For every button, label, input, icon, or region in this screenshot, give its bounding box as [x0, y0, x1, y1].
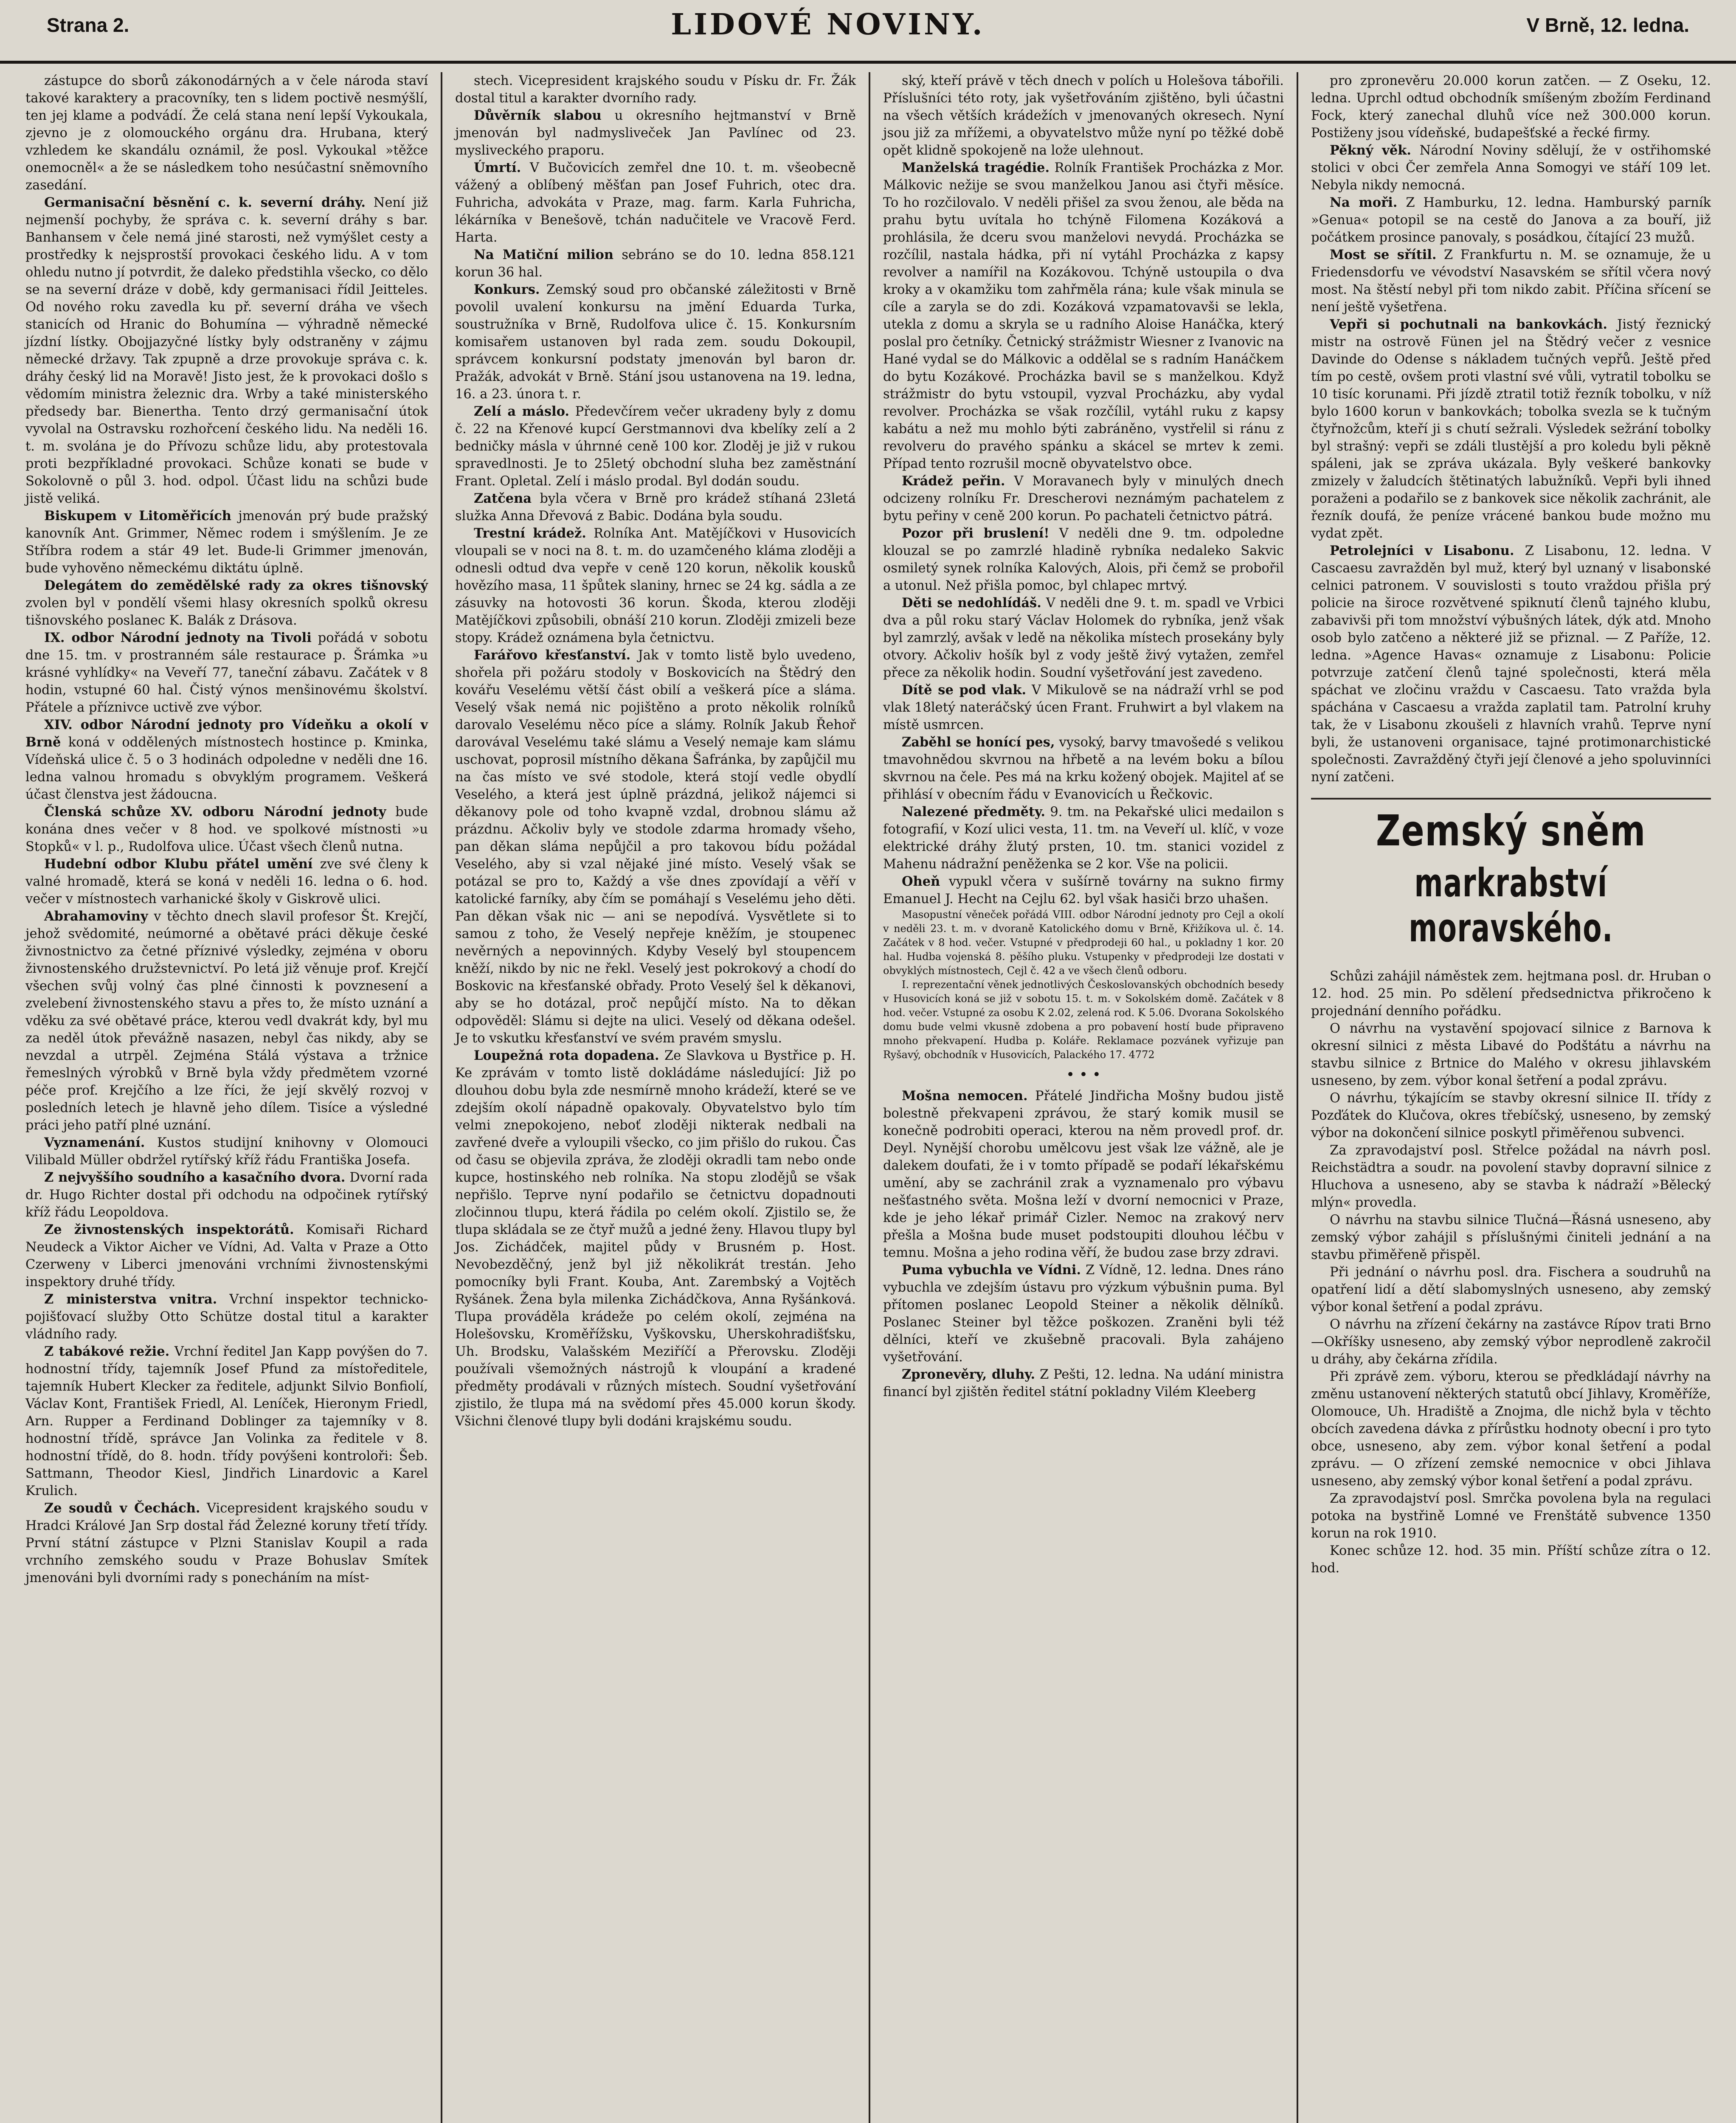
article-paragraph: [883, 873, 1284, 908]
article-paragraph: [25, 629, 428, 716]
article-paragraph: [883, 72, 1284, 159]
article-text: Za zpravodajství posl. Smrčka povolena byla na regulaci potoka na bystřině Lomné ve Frenštátě subvence 1350 korun na rok 1910.: [1311, 1491, 1711, 1541]
section-divider: [1311, 798, 1711, 800]
article-text: V neděli dne 9. tm. odpoledne klouzal se po zamrzlé hladině rybníka nedaleko Sakvic osmiletý synek rolníka Kalových, Alois, při čemž se probořil a utonul. Než přišla pomoc, byl chlapec mrtvý.: [883, 526, 1284, 593]
article-heading: Vyznamenání.: [44, 1135, 145, 1150]
article-heading: Ze živnostenských inspektorátů.: [44, 1222, 294, 1237]
article-paragraph: [883, 594, 1284, 681]
article-paragraph: [1311, 246, 1711, 316]
article-paragraph: [1311, 1020, 1711, 1090]
article-text: Dvorní rada dr. Hugo Richter dostal při odchodu na odpočinek rytířský kříž řádu Leopoldova.: [25, 1170, 428, 1220]
article-text: u okresního hejtmanství v Brně jmenován byl nadmysliveček Jan Pavlínec od 23. mysliveckého praporu.: [455, 108, 856, 158]
article-paragraph: [25, 577, 428, 629]
article-text: V Bučovicích zemřel dne 10. t. m. všeobecně vážený a oblíbený měšťan pan Josef Fuhrich, otec dra. Fuhricha, advokáta v Praze, mag. farm. Karla Fuhricha, lékárníka v Benešově, tchán nadučitele ve Vracově Ferd. Harta.: [455, 160, 856, 245]
article-text: O návrhu na zřízení čekárny na zastávce Rípov trati Brno—Okříšky usneseno, aby zemský výbor neprodleně zakročil u dráhy, aby čekárna zřídila.: [1311, 1317, 1711, 1367]
article-paragraph: [883, 681, 1284, 734]
article-text: O návrhu, týkajícím se stavby okresní silnice II. třídy z Pozďátek do Klučova, okres třebíčský, usneseno, by zemský výbor na dokončení silnice poskytl přiměřenou subvenci.: [1311, 1091, 1711, 1140]
article-heading: Abrahamoviny: [44, 909, 148, 924]
article-paragraph: [455, 107, 856, 159]
page-header: [0, 0, 1736, 64]
article-text: Z Vídně, 12. ledna. Dnes ráno vybuchla ve zdejším ústavu pro výzkum výbušnin puma. Byl přítomen poslanec Leopold Steiner a několik dělníků. Poslanec Steiner byl těžce poškozen. Zraněni byli též dělníci, kteří ve zkušebně pracovali. Byla zahájeno vyšetřování.: [883, 1263, 1284, 1365]
article-heading: Most se sřítil.: [1330, 247, 1437, 262]
article-heading: Germanisační běsnění c. k. severní dráhy.: [44, 195, 366, 210]
article-heading: Na Matiční milion: [474, 247, 614, 262]
article-text: Kustos studijní knihovny v Olomouci Vilibald Müller obdržel rytířský kříž řádu Františka Josefa.: [25, 1135, 428, 1168]
article-text: vypukl včera v sušírně továrny na sukno firmy Emanuel J. Hecht na Cejlu 62. byl však hasiči brzo uhašen.: [883, 874, 1284, 907]
article-heading: Biskupem v Litoměřicích: [44, 508, 231, 524]
article-heading: Vepři si pochutnali na bankovkách.: [1330, 317, 1608, 332]
article-paragraph: [1311, 194, 1711, 246]
article-heading: Z tabákové režie.: [44, 1344, 170, 1359]
article-heading: Petrolejníci v Lisabonu.: [1330, 543, 1514, 558]
article-paragraph: [1311, 968, 1711, 1020]
article-text: Rolníka Ant. Matějíčkovi v Husovicích vloupali se v noci na 8. t. m. do uzamčeného kláma zloději a odnesli odtud dva vepře v ceně 120 korun, několik kousků hovězího masa, 11 špůtek slaniny, hrnec se 24 kg. sádla a ze zásuvky na hotovosti 36 korun. Škoda, kterou zloději Matějíčkovi způsobili, obnáší 210 korun. Zloději zmizeli beze stopy. Krádež oznámena byla četnictvu.: [455, 526, 856, 645]
article-paragraph: [1311, 1211, 1711, 1264]
article-text: vysoký, barvy tmavošedé s velikou tmavohnědou skvrnou na hřbetě a na levém boku a bílou skvrnou na čele. Pes má na krku kožený obojek. Majitel ať se přihlásí v obecním řádu v Evanovicích u Řečkovic.: [883, 735, 1284, 802]
article-paragraph: [883, 1366, 1284, 1401]
article-text: Jistý řeznický mistr na ostrově Fünen jel na Štědrý večer z vesnice Davinde do Odense s nákladem tučných vepřů. Ještě před tím po cestě, ovšem proti vlastní své vůli, vytratil tobolku se 10 tisíc korunami. Při jízdě ztratil totiž řezník tobolku, v níž bylo 1600 korun v bankovkách; tobolka svezla se k tučným čtyřnožcům, kteří ji s chutí sežrali. Výsledek sežrání tobolky byl strašný: vepři se zdáli tlustější a pro koledu byli pěkně spáleni, jak se zpráva ukázala. Byly veškeré bankovky zmizely v žaludcích štětinatých labužníků. Vepři byli ihned poraženi a podařilo se z bankovek sice několik zachránit, ale řezník doufá, že peníze vrácené bankou bude možno mu vydat zpět.: [1311, 317, 1711, 541]
article-paragraph: [25, 194, 428, 507]
article-heading: Zelí a máslo.: [474, 404, 570, 419]
article-text: O návrhu na vystavění spojovací silnice z Barnova k okresní silnici z města Libavé do Podštátu a návrhu na stavbu silnice z Brtnice do Malého v okresu jihlavském usneseno, by zem. výbor konal šetření a podal zprávu.: [1311, 1021, 1711, 1088]
column-1: [13, 72, 441, 2123]
article-text: sebráno se do 10. ledna 858.121 korun 36 hal.: [455, 248, 856, 280]
article-text: V Mikulově se na nádraží vrhl se pod vlak 18letý nateráčský úcen Frant. Fruhwirt a byl vlakem na místě usmrcen.: [883, 683, 1284, 732]
article-heading: Z ministerstva vnitra.: [44, 1292, 217, 1307]
section-subtitle: markrabství moravského.: [1409, 860, 1613, 951]
article-paragraph: [883, 473, 1284, 525]
article-text: koná v oddělených místnostech hostince p. Kminka, Vídeňská ulice č. 5 o 3 hodinách odpoledne v neděli dne 16. ledna valnou hromadu s obvyklým programem. Veškerá účast členstva jest žádoucna.: [25, 735, 428, 802]
article-text: zástupce do sborů zákonodárných a v čele národa staví takové karaktery a pracovníky, ten s lidem poctivě nesmýšlí, ten jej klame a podvádí. Že celá stana není lepší Vykoukala, zjevno je z olomouckého orgánu dra. Hrubana, který vzhledem ke skandálu oznámil, že posl. Vykoukal »těžce onemocněl« a že se následkem toho nesúčastní sněmovního zasedání.: [25, 73, 428, 193]
article-text: Při zprávě zem. výboru, kterou se předkládají návrhy na změnu ustanovení některých statutů obcí Jihlavy, Kroměříže, Olomouce, Uh. Hradiště a Znojma, dle nichž byla v těchto obcích zavedena dávka z přírůstku hodnoty obecní i pro tyto obce, usneseno, aby zem. výbor konal šetření a podal zprávu. — O zřízení zemské nemocnice v obci Jihlava usneseno, aby zemský výbor konal šetření a podal zprávu.: [1311, 1369, 1711, 1489]
article-text: Vrchní ředitel Jan Kapp povýšen do 7. hodnostní třídy, tajemník Josef Pfund za místoředitele, tajemník Hubert Klecker za ředitele, adjunkt Silvio Bonfiolí, Václav Kont, František Friedl, Al. Leníček, Hieronym Friedl, Arn. Rupper a Ferdinand Doblinger za tajemníky v 8. hodnostní třídě, správce Jan Volinka za ředitele v 8. hodnostní třídě, do 8. hodn. třídy povýšeni kontroloři: Šeb. Sattmann, Theodor Kiesl, Jindřich Linardovic a Karel Krulich.: [25, 1344, 428, 1498]
article-text: Z Frankfurtu n. M. se oznamuje, že u Friedensdorfu ve vévodství Nasavském se sřítil včera nový most. Na štěstí nebyl při tom nikdo zabit. Příčina sřícení se není ještě vyšetřena.: [1311, 248, 1711, 315]
article-text: Z Pešti, 12. ledna. Na udání ministra financí byl zjištěn ředitel státní pokladny Vilém Kleeberg: [883, 1367, 1284, 1399]
article-heading: IX. odbor Národní jednoty na Tivoli: [44, 630, 312, 645]
article-paragraph: [883, 525, 1284, 594]
article-heading: Trestní krádež.: [474, 526, 586, 541]
article-heading: Hudební odbor Klubu přátel umění: [44, 856, 313, 872]
article-heading: Na moři.: [1330, 195, 1398, 210]
article-heading: Konkurs.: [474, 282, 540, 297]
article-heading: Důvěrník slabou: [474, 108, 602, 123]
article-paragraph: [1311, 1490, 1711, 1542]
column-4: [1297, 72, 1724, 2123]
article-paragraph: [1311, 1264, 1711, 1316]
article-paragraph: [25, 1221, 428, 1291]
article-heading: Pozor při bruslení!: [902, 526, 1049, 541]
section-title: Zemský sněm: [1376, 806, 1646, 856]
article-paragraph: [883, 908, 1284, 978]
article-text: pořádá v sobotu dne 15. tm. v prostranném sále restaurace p. Šrámka »u krásné vyhlídky« na Veveří 77, taneční zábavu. Začátek v 8 hodin, vstupné 60 hal. Čistý výnos menšinovému školství. Přátele a příznivce uctivě zve výbor.: [25, 631, 428, 715]
article-text: Není již nejmenší pochyby, že správa c. k. severní dráhy s bar. Banhansem v čele nemá jiné starosti, než vymýšlet cesty a prostředky k nejsprostší provokaci českého lidu. A v tom ohledu nutno jí potvrdit, že daleko předstihla všecko, co dělo se na severní dráze v době, kdy germanisaci řídil Jeitteles. Od nového roku zavedla ku př. severní dráha ve všech stanicích od Hranic do Bohumína — výhradně německé jízdní lístky. Obojjazyčné lístky byly odstraněny v zájmu německé državy. Tak zpupně a drze provokuje správa c. k. dráhy český lid na Moravě! Jisto jest, že k provokaci došlo s vědomím ministra železnic dra. Wrby a také ministerského předsedy bar. Bienertha. Tento drzý germanisační útok vyvolal na Ostravsku rozhořcení českého lidu. Na neděli 16. t. m. svolána je do Přívozu schůze lidu, aby protestovala proti bezpříkladné provokaci. Schůze konati se bude v Sokolovně o půl 3. hod. odpol. Účast lidu na schůzi bude jistě veliká.: [25, 195, 428, 506]
article-paragraph: [25, 1134, 428, 1169]
article-text: pro zpronevěru 20.000 korun zatčen. — Z Oseku, 12. ledna. Uprchl odtud obchodník smíšeným zbožím Ferdinand Fock, který zanechal dluhů více než 300.000 korun. Postiženy jsou vídeňské, budapešťské a řecké firmy.: [1311, 73, 1711, 141]
article-text: Zemský soud pro občanské záležitosti v Brně povolil uvalení konkursu na jmění Eduarda Turka, soustružníka v Brně, Rudolfova ulice č. 15. Konkursním komisařem ustanoven byl rada zem. soudu Dokoupil, správcem konkursní podstaty jmenován byl baron dr. Pražák, advokát v Brně. Stání jsou ustanovena na 19. ledna, 16. a 23. února t. r.: [455, 282, 856, 402]
article-paragraph: [883, 978, 1284, 1062]
article-text: Vrchní inspektor technicko-pojišťovací služby Otto Schütze dostal titul a karakter vládního rady.: [25, 1292, 428, 1342]
ornament-stars: • • •: [1066, 1066, 1101, 1083]
article-heading: Puma vybuchla ve Vídni.: [902, 1262, 1081, 1278]
article-heading: Oheň: [902, 874, 940, 889]
article-paragraph: [455, 525, 856, 647]
article-paragraph: [883, 803, 1284, 873]
article-text: jmenován prý bude pražský kanovník Ant. Grimmer, Němec rodem i smýšlením. Je ze Stříbra rodem a stár 49 let. Bude-li Grimmer jmenován, bude vyhověno německému diktátu úplně.: [25, 509, 428, 576]
article-paragraph: [883, 1087, 1284, 1261]
article-paragraph: [455, 72, 856, 107]
article-heading: Děti se nedohlídáš.: [902, 595, 1041, 611]
article-text: Masopustní věneček pořádá VIII. odbor Národní jednoty pro Cejl a okolí v neděli 23. t. m. v dvoraně Katolického domu v Brně, Křižíkova ul. č. 14. Začátek v 8 hod. večer. Vstupné v předprodeji 60 hal., u pokladny 1 kor. 20 hal. Hudba vojenská 8. pěšího pluku. Vstupenky v předprodeji lze dostati v obvyklých místnostech, Cejl č. 42 a ve všech členů odboru.: [883, 909, 1284, 977]
article-paragraph: [455, 490, 856, 525]
date-label: V Brně, 12. ledna.: [1526, 14, 1689, 36]
article-heading: Nalezené předměty.: [902, 804, 1045, 819]
article-heading: Loupežná rota dopadena.: [474, 1048, 659, 1063]
article-heading: Členská schůze XV. odboru Národní jednoty: [44, 804, 386, 819]
article-text: Vicepresident krajského soudu v Hradci Králové Jan Srp dostal řád Železné koruny třetí třídy. První státní zástupce v Plzni Stanislav Koupil a rada vrchního zemského soudu v Praze Bohuslav Smítek jmenováni byli dvorními rady s ponecháním na míst-: [25, 1501, 428, 1585]
article-text: v těchto dnech slavil profesor Št. Krejčí, jehož svědomité, neúmorné a obětavé práci děkuje české živnostnictvo za četné příznivé výsledky, zejména v oboru živnostenského družstevnictví. Po letá již věnuje prof. Krejčí všechen svůj volný čas plné činnosti k povznesení a zvelebení živnostenského stavu a přes to, že místo uznání a vděku za své obětavé práce, kterou vedl dvakrát kdy, byl mu za neděl útok převážně nasazen, nebyl čas nikdy, aby se nevzdal a utrpěl. Zejména Stálá výstava a tržnice řemeslných výrobků v Brně byla vždy předmětem vzorné péče prof. Krejčího a lze říci, že její skvělý rozvoj v posledních letech je hlavně jeho dílem. Tisíce a výsledné práci jeho patří plné uznání.: [25, 909, 428, 1133]
article-heading: Manželská tragédie.: [902, 160, 1050, 175]
article-heading: Krádež peřin.: [902, 473, 1005, 489]
article-heading: Z nejvyššího soudního a kasačního dvora.: [44, 1170, 346, 1185]
article-text: byla včera v Brně pro krádež stíhaná 23letá služka Anna Dřevová z Babic. Dodána byla soudu.: [455, 491, 856, 524]
article-paragraph: [1311, 542, 1711, 786]
article-text: Při jednání o návrhu posl. dra. Fischera a soudruhů na opatření lidí a dětí slabomyslných usneseno, aby zemský výbor konal šetření a podal zprávu.: [1311, 1265, 1711, 1315]
article-paragraph: [25, 1500, 428, 1587]
article-heading: Úmrtí.: [474, 160, 521, 175]
article-text: V Moravanech byly v minulých dnech odcizeny rolníku Fr. Drescherovi neznámým pachatelem z bytu peřiny v ceně 200 korun. Po pachateli četnictvo pátrá.: [883, 474, 1284, 524]
column-2: [441, 72, 869, 2123]
article-text: zve své členy k valné hromadě, která se koná v neděli 16. ledna o 6. hod. večer v místnostech varhanické školy v Giskrově ulici.: [25, 857, 428, 907]
article-text: Jak v tomto listě bylo uvedeno, shořela při požáru stodoly v Boskovicích na Štědrý den kovářu Veselému větší část obilí a veškerá píce a sláma. Veselý však nemá nic pojištěno a proto několik rolníků darovalo Veselému něco píce a slámy. Rolník Jakub Řehoř darovával Veselému také slámu a Veselý nemaje kam slámu uschovat, poprosil místního děkana Šafránka, by zapůjčil mu na čas místo ve své stodole, která stojí vedle obydlí Veselého, a která jest úplně prázdná, jelikož nájemci si děkanovy pole od toho kvapně vzdal, drobnou slámu až prázdnu. Ačkoliv byly ve stodole zdarma hromady všeho, pan děkan sláma nepůjčil a pro takovou bídu požádal Veselého, aby si vzal nějaké jiné místo. Veselý však se potázal se pro to, Každý a vše dnes zpovídají a věří v katolické farníky, aby čím se pomáhají s Veselému jeho děti. Pan děkan však nic — ani se nepodívá. Vysvětlete si to samou z toho, že Veselý nepřeje kněžím, je stoupenec nevěrných a nepovinných. Kdyby Veselý byl stoupencem kněží, nikdo by nic ne řekl. Veselý jest pokrokový a chodí do Boskovic na křesťanské obřady. Proto Veselý šel k děkanovi, aby se ho dotázal, proč nepůjčí místo. Na to děkan odpověděl: Slámu si dejte na ulici. Veselý od děkana odešel. Je to vskutku křesťanství ve svém pravém smyslu.: [455, 648, 856, 1046]
article-paragraph: [1311, 1316, 1711, 1368]
article-paragraph: [25, 908, 428, 1134]
article-heading: XIV. odbor Národní jednoty pro Vídeňku a okolí v Brně: [25, 717, 428, 750]
article-heading: Mošna nemocen.: [902, 1088, 1028, 1104]
article-text: O návrhu na stavbu silnice Tlučná—Řásná usneseno, aby zemský výbor zahájil s příslušnými činiteli jednání a na stavbu přiměřeně přispěl.: [1311, 1213, 1711, 1262]
page-number-label: Strana 2.: [47, 14, 129, 36]
columns-container: [13, 72, 1724, 2123]
article-paragraph: [25, 803, 428, 856]
article-paragraph: [25, 1291, 428, 1343]
article-paragraph: [455, 1047, 856, 1430]
article-text: zvolen byl v pondělí všemi hlasy okresních spolků okresu tišnovského poslanec K. Balák z Drásova.: [25, 596, 428, 628]
article-paragraph: [1311, 1142, 1711, 1211]
article-text: Za zpravodajství posl. Střelce požádal na návrh posl. Reichstädtra a soudr. na povolení stavby dopravní silnice z Hluchova a usneseno, aby se stavba k nádraží »Bělecký mlýn« provedla.: [1311, 1143, 1711, 1210]
article-text: Přátelé Jindřicha Mošny budou jistě bolestně překvapeni zprávou, že starý komik musil se konečně podrobiti operaci, kterou na něm provedl prof. dr. Deyl. Nynější chorobu umělcovu jest však lze vážně, ale je dalekem doufati, že i v tomto případě se podaří lékařskému umění, aby se zachránil zrak a vyznamenalo pro výbavu nešťastného světa. Mošna leží v dvorní nemocnici v Praze, kde je jeho lékař primář Cizler. Nemoc na zrakový nerv přešla a Mošna bude muset podstoupiti dlouhou léčbu v temnu. Mošna a jeho rodina věří, že budou zase brzy zdravi.: [883, 1089, 1284, 1260]
article-paragraph: [1311, 1090, 1711, 1142]
article-text: Národní Noviny sdělují, že v ostřihomské stolici v obci Čer zemřela Anna Somogyi ve stáří 109 let. Nebyla nikdy nemocná.: [1311, 143, 1711, 193]
article-text: V neděli dne 9. t. m. spadl ve Vrbici dva a půl roku starý Václav Holomek do rybníka, jenž však byl zamrzlý, avšak v ledě na několika místech prosekány byly otvory. Ačkoliv hošík byl z vody ještě živý vytažen, zemřel přece za několik hodin. Soudní vyšetřování jest zavedeno.: [883, 596, 1284, 680]
article-heading: Dítě se pod vlak.: [902, 682, 1027, 698]
article-text: Z Hamburku, 12. ledna. Hamburský parník »Genua« potopil se na cestě do Janova a za bouří, již počátkem prosince panovaly, s posádkou, čítající 23 mužů.: [1311, 195, 1711, 245]
article-paragraph: [25, 856, 428, 908]
article-text: Předevčírem večer ukradeny byly z domu č. 22 na Křenové kupcí Gerstmannovi dva kbelíky zelí a 2 bedničky másla v úhrnné ceně 100 kor. Zloděj je již v rukou spravedlnosti. Je to 25letý obchodní sluha bez zaměstnání Frant. Opletal. Zelí i máslo prodal. Byl dodán soudu.: [455, 404, 856, 489]
article-text: Rolník František Procházka z Mor. Málkovic nežije se svou manželkou Janou asi čtyři měsíce. To ho rozčilovalo. V neděli přišel za svou ženou, ale běda na prahu bytu uvítala ho tchýně Filomena Kozáková a prohlásila, že dceru svou manželovi nevydá. Procházka se rozčílil, nastala hádka, při ní vytáhl Procházka z kapsy revolver a namířil na Kozákovou. Tchýně ustoupila o dva kroky a v okamžiku tom zahřměla rána; kule však minula se cíle a zaryla se do zdi. Kozáková vzpamatovavši se lekla, utekla z domu a skryla se u radního Aloise Hanáčka, který poslal pro četníky. Četnický strážmistr Wiesner z Ivanovic na Hané vydal se do Málkovic a oddělal se s radním Hanáčkem do bytu Kozákové. Procházka bavil se s manželkou. Když strážmistr do bytu vstoupil, vyzval Procházku, aby vydal revolver. Procházka se však rozčílil, vytáhl ruku z kapsy kabátu a než mu mohlo býti zabráněno, vystřelil si ránu z revolveru do pravého spánku a skácel se mrtev k zemi. Případ tento rozrušil mocně obyvatelstvo obce.: [883, 160, 1284, 471]
article-paragraph: [455, 159, 856, 246]
article-text: Konec schůze 12. hod. 35 min. Příští schůze zítra o 12. hod.: [1311, 1543, 1711, 1576]
article-text: bude konána dnes večer v 8 hod. ve spolkové místnosti »u Stopků« v l. p., Rudolfova ulice. Účast všech členů nutna.: [25, 805, 428, 854]
article-paragraph: [25, 507, 428, 577]
article-paragraph: [883, 1261, 1284, 1366]
article-paragraph: [25, 72, 428, 194]
article-paragraph: [883, 159, 1284, 473]
article-paragraph: [25, 1343, 428, 1500]
article-text: I. reprezentační věnek jednotlivých Českoslovanských obchodních besedy v Husovicích koná se již v sobotu 15. t. m. v Sokolském domě. Začátek v 8 hod. večer. Vstupné za osobu K 2.02, zelená rod. K 5.06. Dvorana Sokolského domu bude velmi vkusně zdobena a pro pobavení hostí bude připraveno mnoho překvapení. Hudba p. Koláře. Reklamace pozvánek vyřizuje pan Ryšavý, obchodník v Husovicích, Palackého 17. 4772: [883, 979, 1284, 1061]
article-heading: Delegátem do zemědělské rady za okres tišnovský: [44, 578, 428, 593]
article-paragraph: [455, 647, 856, 1047]
article-heading: Ze soudů v Čechách.: [44, 1501, 200, 1516]
article-heading: Zpronevěry, dluhy.: [902, 1367, 1035, 1382]
article-paragraph: [455, 246, 856, 281]
article-paragraph: [1311, 316, 1711, 542]
article-text: Ze Slavkova u Bystřice p. H. Ke zprávám v tomto listě dokládáme následující: Již po dlouhou dobu byla zde nesmírně mnoho krádeží, které se ve zdejším okolí nápadně opakovaly. Obyvatelstvo bylo tím velmi znepokojeno, neboť zloději nikterak nedbali na zavřené dveře a vyloupili všecko, co jim přišlo do rukou. Čas od času se objevila zpráva, že zloději okradli tam nebo onde kupce, hostinského neb rolníka. Na stopu zlodějů se však nepřišlo. Teprve nyní podařilo se četnictvu dopadnouti zločinnou tlupu, která řádila po celém okolí. Zjistilo se, že tlupa skládala se ze čtyř mužů a jedné ženy. Hlavou tlupy byl Jos. Zichádček, majitel půdy v Brusném p. Host. Nevobezděčný, jenž byl již několikrát trestán. Jeho pomocníky byli Frant. Kouba, Ant. Zarembský a Vojtěch Ryšánek. Žena byla milenka Zichádčkova, Anna Ryšánková. Tlupa prováděla krádeže po celém okolí, zejména na Holešovsku, Kroměřížsku, Vyškovsku, Uherskohradišťsku, Uh. Brodsku, Valašském Meziříčí a Přerovsku. Zloději používali všemožných nástrojů k vloupání a kradené předměty prodávali v různých místech. Soudní vyšetřování zjistilo, že tlupa má na svědomí přes 45.000 korun škody. Všichni členové tlupy byli dodáni krajskému soudu.: [455, 1048, 856, 1429]
article-paragraph: [1311, 142, 1711, 194]
article-paragraph: [455, 281, 856, 403]
article-text: Schůzi zahájil náměstek zem. hejtmana posl. dr. Hruban o 12. hod. 25 min. Po sdělení předsednictva přikročeno k projednání denního pořádku.: [1311, 969, 1711, 1019]
column-3: [869, 72, 1297, 2123]
article-paragraph: [25, 1169, 428, 1221]
article-heading: Pěkný věk.: [1330, 143, 1411, 158]
article-heading: Zatčena: [474, 491, 532, 506]
article-text: Z Lisabonu, 12. ledna. V Cascaesu zavražděn byl muž, který byl uznaný v lisabonské celnici patronem. V souvislosti s touto vraždou přišla prý policie na široce rozvětvené spiknutí členů tajného klubu, zabavivši při tom množství výbušných látek, dýk atd. Mnoho osob bylo zatčeno a některé již se přiznal. — Z Paříže, 12. ledna. »Agence Havas« oznamuje z Lisabonu: Policie potvrzuje zatčení členů tajné společnosti, která měla spáchat ve zločinu vraždu v Cascaesu. Tato vražda byla spáchána v Cascaesu a vražda zaplatil tam. Patrolní kruhy tak, že v Lisabonu zkoušeli z hlavních vrahů. Teprve nyní byli, že ustanoveni organisace, tajné protimonarchistické společnosti. Zavražděný čtyři její členové a jeho spoluvinníci nyní zatčeni.: [1311, 543, 1711, 785]
article-text: stech. Vicepresident krajského soudu v Písku dr. Fr. Žák dostal titul a karakter dvorního rady.: [455, 73, 856, 106]
article-text: ský, kteří právě v těch dnech v polích u Holešova tábořili. Příslušníci této roty, jak vyšetřováním zjištěno, byli účastni na všech větších krádežích v jmenovaných okresech. Nyní jsou již za mřížemi, a obyvatelstvo může nyní po těžké době opět klidně spokojeně na lože ulehnout.: [883, 73, 1284, 158]
article-paragraph: [25, 716, 428, 803]
article-paragraph: [1311, 1542, 1711, 1577]
article-paragraph: [1311, 1368, 1711, 1490]
article-heading: Zaběhl se honící pes,: [902, 735, 1055, 750]
article-text: Komisaři Richard Neudeck a Viktor Aicher ve Vídni, Ad. Valta v Praze a Otto Czerweny v Liberci jmenováni vrchními živnostenskými inspektory druhé třídy.: [25, 1222, 428, 1290]
article-paragraph: [1311, 72, 1711, 142]
article-paragraph: [455, 403, 856, 490]
article-paragraph: [883, 734, 1284, 803]
article-heading: Farářovo křesťanství.: [474, 648, 631, 663]
article-text: 9. tm. na Pekařské ulici medailon s fotografií, v Kozí ulici vesta, 11. tm. na Veveří ul. klíč, v voze elektrické dráhy žlutý prsten, 10. tm. stanici vozidel z Mahenu nádražní peněženka se 2 kor. Vše na policii.: [883, 805, 1284, 872]
masthead-title: LIDOVÉ NOVINY.: [671, 8, 985, 42]
